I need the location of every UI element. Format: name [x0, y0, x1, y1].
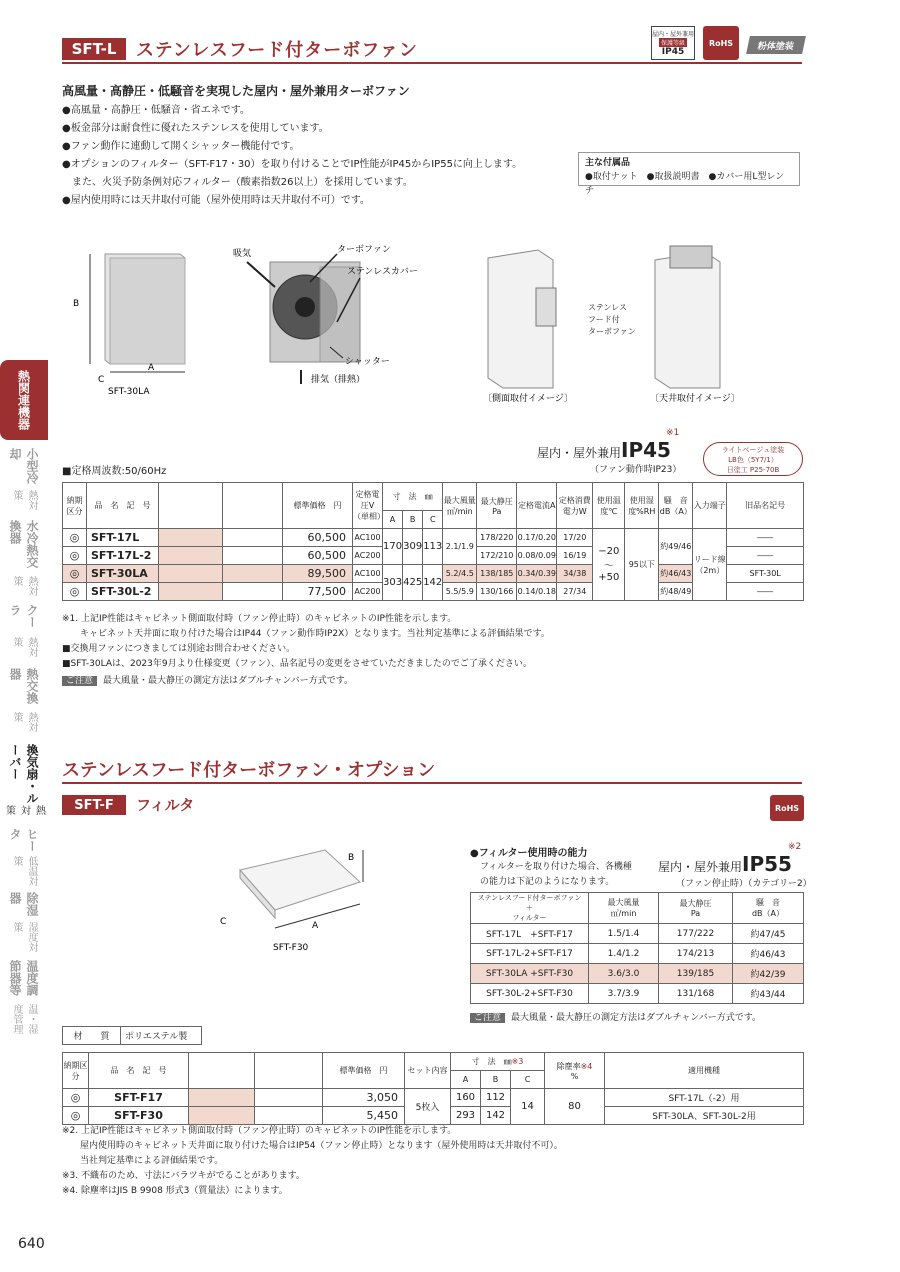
table-row: SFT-30LA +SFT-F30 3.6/3.0 139/185 約42/39 — [471, 964, 804, 984]
filter-dim-c: C — [220, 917, 227, 927]
material-table: 材 質 ポリエステル製 — [62, 1026, 202, 1045]
th-old: 旧品名記号 — [727, 483, 804, 529]
table-row: SFT-30L-2+SFT-F30 3.7/3.9 131/168 約43/44 — [471, 984, 804, 1004]
turbo-fan-label: ターボファン — [337, 245, 391, 255]
page-number: 640 — [18, 1236, 45, 1252]
th-delivery: 納期区分 — [63, 483, 87, 529]
table-row: ◎ SFT-17L-2 60,500 AC200 172/210 0.08/0.09 16/19 ―― — [63, 547, 804, 565]
internal-structure-drawing — [225, 242, 425, 392]
page-title: ステンレスフード付ターボファン — [136, 40, 418, 61]
th-current: 定格電流A — [517, 483, 557, 529]
ip55-mark: ※2 — [788, 842, 802, 852]
exhaust-label: 排気（排熱） — [311, 375, 366, 385]
side-tab-water-cooling[interactable]: 水冷熱交換器 熱対策 — [8, 520, 39, 597]
filter-perf-title: ●フィルター使用時の能力 — [470, 848, 588, 859]
option-badge: SFT-F — [62, 795, 126, 815]
th-price: 標準価格 円 — [283, 483, 353, 529]
filter-dim-b: B — [348, 853, 355, 863]
side-tab-thermal[interactable]: 熱関連機器 — [0, 360, 48, 440]
table-row: SFT-17L +SFT-F17 1.5/1.4 177/222 約47/45 — [471, 924, 804, 944]
section-rule — [62, 782, 802, 784]
dim-c-label: C — [98, 375, 105, 385]
filter-spec-table: 納期区分 品 名 記 号 標準価格 円 セット内容 寸 法 ㎜※3 除塵率※4 % 適用機種 A B C ◎ SFT-F17 3,050 5枚入 160 112 14 80 SFT-17L（-2）用 ◎ SFT-F30 5,450 293 142 SFT-30LA、SFT-30L-2用 — [62, 1052, 804, 1125]
filter-performance-table: ステンレスフード付ターボファン ＋ フィルター 最大風量 ㎥/min 最大静圧 Pa 騒 音 dB（A） SFT-17L +SFT-F17 1.5/1.4 177/222 約47/45 SFT-17L-2+SFT-F17 1.4/1.2 174/213 約46/43 SFT-30LA +SFT-F30 3.6/3.0 139/185 約42/39 SFT-30L-2+SFT-F30 3.7/3.9 131/168 約43/44 — [470, 892, 804, 1004]
series-badge: SFT-L — [62, 38, 126, 60]
rohs-icon-2: RoHS — [770, 795, 804, 821]
feature-item: ●板金部分は耐食性に優れたステンレスを使用しています。 — [62, 123, 329, 134]
dim-b-label: B — [73, 299, 80, 309]
rohs-icon: RoHS — [703, 26, 739, 60]
notes-1: ※1. 上記IP性能はキャビネット側面取付時（ファン停止時）のキャビネットのIP性能を示します。 キャビネット天井面に取り付けた場合はIP44（ファン動作時IP2X）となります。当社判定基準による評価結果です。 ■交換用ファンにつきましては別途お問合わせください。 ■SFT-30LAは、2023年9月より仕様変更（ファン）、品名記号の変更をさせていただきましたのでご了承ください。 ご注意 最大風量・最大静圧の測定方法はダブルチャンバー方式です。 — [62, 614, 550, 686]
feature-item: また、火災予防条例対応フィルター（酸素指数26以上）を採用しています。 — [62, 177, 413, 188]
intake-label: 吸気 — [233, 249, 252, 259]
th-humidity: 使用湿度%RH — [625, 483, 659, 529]
feature-item: ●高風量・高静圧・低騒音・省エネです。 — [62, 105, 250, 116]
ceiling-mount-image — [640, 238, 760, 403]
side-tab-fan-louver[interactable]: 換気扇・ルーバー 熱対策 — [3, 744, 45, 815]
th-dims: 寸 法 ㎜ — [383, 483, 443, 511]
ip55-sub: （ファン停止時）（カテゴリー2） — [676, 879, 812, 889]
th-terminal: 入力端子 — [693, 483, 727, 529]
lead-text: 高風量・高静圧・低騒音を実現した屋内・屋外兼用ターボファン — [62, 84, 410, 98]
unit-label: SFT-30LA — [108, 387, 150, 397]
ip45-label: 屋内・屋外兼用IP45 — [537, 438, 671, 462]
dim-a-label: A — [148, 363, 155, 373]
feature-item: ●屋内使用時には天井取付可能（屋外使用時は天井取付不可）です。 — [62, 195, 370, 206]
filter-label: SFT-F30 — [273, 943, 309, 953]
option-subtitle: フィルタ — [136, 796, 195, 814]
ip-note-mark: ※1 — [666, 428, 680, 438]
th-noise: 騒 音dB（A） — [659, 483, 693, 529]
filter-dim-a: A — [312, 921, 319, 931]
table-row: ◎ SFT-F17 3,050 5枚入 160 112 14 80 SFT-17L（-2）用 — [63, 1089, 804, 1107]
th-part: 品 名 記 号 — [87, 483, 159, 529]
callout-text: ステンレス フード付 ターボファン — [588, 303, 636, 336]
side-tab-heater[interactable]: ヒータ 低温対策 — [8, 828, 39, 887]
feature-item: ●ファン動作に連動して開くシャッター機能付です。 — [62, 141, 300, 152]
spec-table — [62, 482, 804, 601]
side-tab-small-cooling[interactable]: 小型冷却 熱対策 — [8, 448, 39, 510]
stainless-cover-label: ステンレスカバー — [347, 267, 418, 277]
side-tab-dehumidifier[interactable]: 除湿器 湿度対策 — [8, 892, 39, 953]
th-airflow: 最大風量㎥/min — [443, 483, 477, 529]
side-mount-image — [478, 238, 578, 403]
ceiling-caption: 〔天井取付イメージ〕 — [650, 394, 740, 403]
notes-2: ※2. 上記IP性能はキャビネット側面取付時（ファン停止時）のキャビネットのIP性能を示します。 屋内使用時のキャビネット天井面に取り付けた場合はIP54（ファン停止時）となります（屋外使用時は天井取付不可）。 当社判定基準による評価結果です。 ※3. 不織布のため、寸法にバラツキがでることがあります。 ※4. 除塵率はJIS B 9908 形式3（質量法）によります。 — [62, 1126, 563, 1196]
table-row: ◎ SFT-F30 5,450 293 142 SFT-30LA、SFT-30L-2用 — [63, 1107, 804, 1125]
filter-perf-desc: フィルターを取り付けた場合、各機種 の能力は下記のようになります。 — [480, 862, 632, 887]
product-dimension-drawing — [60, 236, 200, 401]
th-c: C — [423, 511, 443, 529]
accessories-box: 主な付属品 ●取付ナット ●取扱説明書 ●カバー用L型レンチ — [578, 152, 800, 186]
section-title: ステンレスフード付ターボファン・オプション — [62, 760, 436, 781]
caution-2: ご注意 最大風量・最大静圧の測定方法はダブルチャンバー方式です。 — [470, 1010, 761, 1023]
table-row: ◎ SFT-30LA 89,500 AC100 303 425 142 5.2/4.5 138/185 0.34/0.39 34/38 約46/43 SFT-30L — [63, 565, 804, 583]
powder-coat-badge: 粉体塗装 — [746, 36, 806, 54]
ip45-sub: （ファン動作時IP23） — [590, 465, 682, 475]
th-temp: 使用温度℃ — [593, 483, 625, 529]
title-rule — [62, 62, 802, 64]
side-tab-temp-controller[interactable]: 温度調節器等 温・湿度管理 — [8, 960, 39, 1034]
table-row: ◎ SFT-30L-2 77,500 AC200 5.5/5.9 130/166 0.14/0.18 27/34 約48/49 ―― — [63, 583, 804, 601]
feature-item: ●オプションのフィルター（SFT-F17・30）を取り付けることでIP性能がIP45からIP55に向上します。 — [62, 159, 523, 170]
table-row: ◎ SFT-17L 60,500 AC100 170 309 113 2.1/1.9 178/220 0.17/0.20 17/20 −20 〜+50 95以下 約49/46 リード線 （2m） ―― — [63, 529, 804, 547]
side-tab-cooler[interactable]: クーラ 熱対策 — [8, 604, 39, 657]
th-a: A — [383, 511, 403, 529]
ip45-icon: 屋内・屋外兼用 保護等級 IP45 — [651, 26, 695, 60]
th-b: B — [403, 511, 423, 529]
caution-tag: ご注意 — [62, 676, 97, 686]
ip55-label: 屋内・屋外兼用IP55 — [658, 852, 792, 876]
th-pressure: 最大静圧Pa — [477, 483, 517, 529]
side-tab-heat-exchanger[interactable]: 熱交換器 熱対策 — [8, 668, 39, 733]
filter-drawing — [215, 840, 375, 955]
feature-list — [62, 102, 562, 210]
th-voltage: 定格電圧V（単相） — [353, 483, 383, 529]
th-power: 定格消費電力W — [557, 483, 593, 529]
shutter-label: シャッター — [345, 357, 390, 367]
table-row: SFT-17L-2+SFT-F17 1.4/1.2 174/213 約46/43 — [471, 944, 804, 964]
side-caption: 〔側面取付イメージ〕 — [483, 394, 573, 403]
light-beige-badge: ライトベージュ塗装 LB色（5Y7/1） 日塗工 P25-70B — [703, 442, 803, 476]
frequency-note: ■定格周波数:50/60Hz — [62, 466, 167, 477]
